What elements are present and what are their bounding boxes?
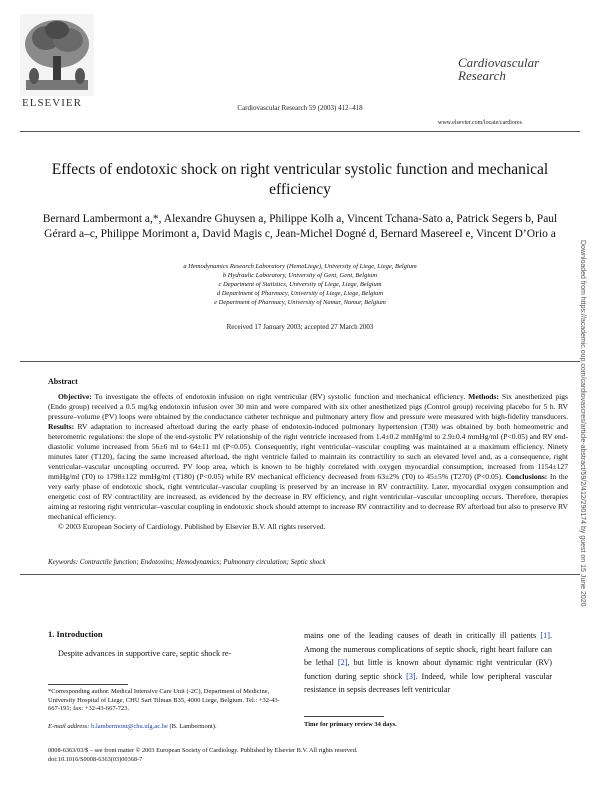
header-divider: [20, 131, 580, 132]
intro-left-column: Despite advances in supportive care, septic shock re-: [58, 649, 232, 658]
abstract-paragraph: [48, 392, 568, 522]
intro-text-part: , but little is known about dynamic right ventricular (RV) function during septic shock: [304, 658, 552, 681]
intro-right-column: [304, 629, 552, 697]
author-list: Bernard Lambermont a,*, Alexandre Ghuysen a, Philippe Kolh a, Vincent Tchana-Sato a, Patrick Segers b, Paul Gérard a–c, Philippe Morimont a, David Magis c, Jean-Michel Dogné d, Bernard Masereel e, Vincent D’Orio a: [42, 213, 558, 240]
publisher-name: ELSEVIER: [22, 97, 82, 109]
journal-name-line1: Cardiovascular: [458, 55, 540, 70]
affiliation-c: c Department of Statistics, University of Liege, Liege, Belgium: [218, 281, 382, 288]
keywords: Keywords: Contractile function; Endotoxins; Hemodynamics; Pulmonary circulation; Septic shock: [48, 558, 326, 566]
time-for-review: Time for primary review 34 days.: [304, 721, 397, 728]
email-link[interactable]: b.lambermont@chu.ulg.ac.be: [91, 723, 168, 730]
front-matter-info: [48, 746, 357, 764]
journal-name-line2: Research: [458, 68, 506, 83]
methods-label: Methods:: [468, 392, 499, 401]
journal-name: [458, 56, 539, 82]
journal-url-link[interactable]: www.elsevier.com/locate/cardiores: [438, 120, 522, 126]
received-dates: Received 17 January 2003; accepted 27 March 2003: [226, 323, 374, 331]
reference-link[interactable]: [1]: [540, 631, 550, 640]
corresponding-author-note: *Corresponding author. Medical Intensive Care Unit (-2C), Department of Medicine, University Hospital of Liege, CHU Sart Tilman B35, 4000 Liege, Belgium. Tel.: +32-43-667-191; fax: +32-43-667-723.: [48, 688, 280, 712]
results-label: Results:: [48, 422, 75, 431]
intro-text-part: mains one of the leading causes of death in critically ill patients: [304, 631, 541, 640]
abstract-bottom-divider: [20, 574, 580, 575]
affiliation-d: d Department of Pharmacy, University of Liege, Liege, Belgium: [216, 290, 384, 297]
affiliation-b: b Hydraulic Laboratory, University of Gent, Gent, Belgium: [222, 272, 378, 279]
doi-line: doi:10.1016/S0008-6363(03)00368-7: [48, 756, 143, 763]
reference-link[interactable]: [3]: [406, 671, 416, 681]
time-review-rule: [304, 716, 384, 717]
introduction-heading: 1. Introduction: [48, 629, 103, 639]
conclusions-text: In the very early phase of endotoxic shock, right ventricular–vascular coupling is preserved by an increase in RV contractility. Later, myocardial oxygen consumption and energetic cost of RV contractility are increased, as evidenced by the decrease in RV efficiency, and right ventricular–vascular uncoupling occurs. Therefore, therapies aiming at restoring right ventricular–vascular coupling in endotoxic shock should attempt to increase RV contractility and to decrease RV afterload but also to preserve RV mechanical efficiency.: [48, 472, 568, 521]
footnote-rule: [48, 684, 128, 685]
copyright-line: © 2003 European Society of Cardiology. Published by Elsevier B.V. All rights reserved.: [58, 522, 326, 531]
download-side-note: [575, 240, 590, 620]
email-footnote: [48, 723, 217, 730]
email-suffix: (B. Lambermont).: [169, 723, 217, 730]
intro-text-part: . Indeed, while low peripheral vascular resistance in sepsis decreases left ventricular: [304, 671, 552, 694]
results-text: RV adaptation to increased afterload during the early phase of endotoxin-induced pulmonary hypertension (T30) was obtained by both homeometric and heterometric regulations: the slope of the end-systolic PV relationship of the right ventricle increased from 1.4±0.2 mmHg/ml to 2.9±0.4 mmHg/ml (P<0.05) and RV end-diastolic volume increased from 56±6 ml to 64±11 ml (P<0.05). Consequently, right ventricular–vascular coupling was maintained at a maximum efficiency. Ninety minutes later (T120), facing the same increased afterload, the right ventricle failed to maintain its contractility to such an elevated level and, as a consequence, right ventricular–vascular uncoupling occurred. PV loop area, which is known to be highly correlated with oxygen myocardial consumption, increased from 1154±127 mmHg/ml (T0) to 1798±122 mmHg/ml (T180) (P<0.05) while RV mechanical efficiency decreased from 63±2% (T0) to 45±5% (T270) (P<0.05).: [48, 422, 568, 481]
reference-link[interactable]: [2]: [337, 658, 348, 667]
article-title: Effects of endotoxic shock on right ventricular systolic function and mechanical efficiency: [51, 161, 549, 198]
conclusions-label: Conclusions:: [505, 472, 548, 481]
affiliation-a: a Hemodynamics Research Laboratory (HemoLiege), University of Liege, Liege, Belgium: [183, 263, 417, 270]
abstract-body: [48, 392, 568, 532]
elsevier-tree-logo: [20, 14, 94, 96]
journal-reference: Cardiovascular Research 59 (2003) 412–418: [237, 104, 363, 112]
objective-label: Objective:: [58, 392, 92, 401]
email-label: E-mail address:: [48, 723, 90, 730]
download-side-text: Downloaded from https://academic.oup.com/cardiovascres/article-abstract/59/2/412/290174 by guest on 15 June 2020: [579, 240, 586, 607]
affiliations: [60, 262, 540, 307]
abstract-top-divider: [20, 361, 580, 362]
abstract-heading: Abstract: [48, 377, 78, 386]
affiliation-e: e Department of Pharmacy, University of Namur, Namur, Belgium: [214, 299, 386, 306]
objective-text: To investigate the effects of endotoxin infusion on right ventricular (RV) systolic function and mechanical efficiency.: [94, 392, 466, 401]
methods-text: Six anesthetized pigs (Endo group) received a 0.5 mg/kg endotoxin infusion over 30 min and were compared with six other anesthetized pigs (Control group) receiving placebo for 5 h. RV pressure–volume (PV) loops were obtained by the conductance catheter technique and pulmonary artery flow and pressure were measured with high-fidelity transducers.: [48, 392, 568, 421]
intro-text-part: . Among the numerous complications of septic shock, right heart failure can be lethal: [304, 631, 552, 667]
front-matter-line: 0008-6363/03/$ – see front matter © 2003 European Society of Cardiology. Published by Elsevier B.V. All rights reserved.: [48, 747, 358, 754]
